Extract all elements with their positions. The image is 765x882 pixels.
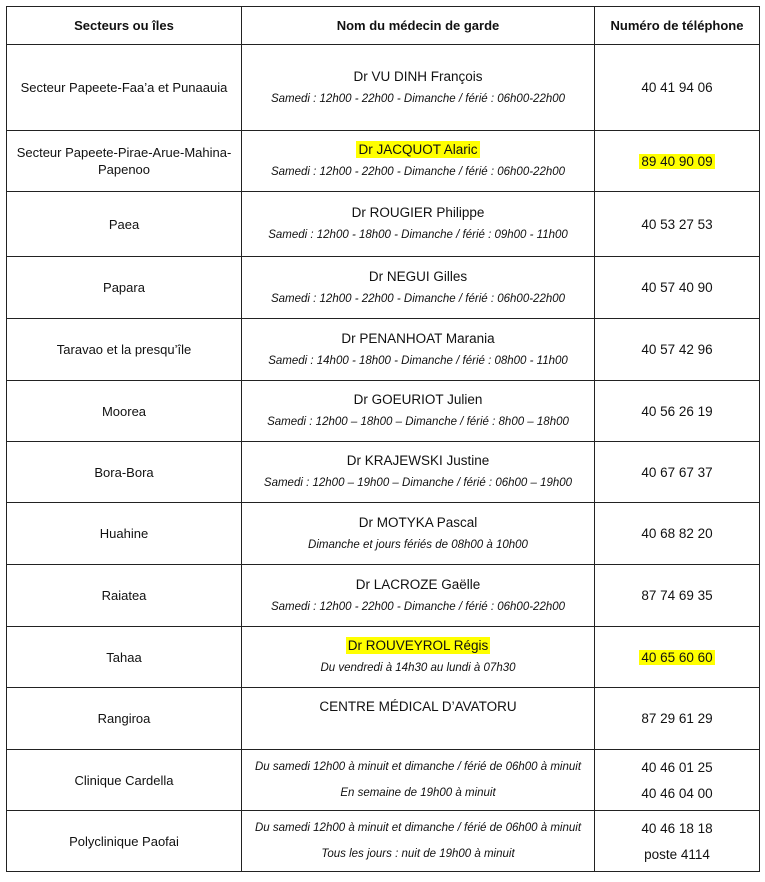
doctor-cell [242, 811, 595, 872]
schedule-line: En semaine de 19h00 à minuit [340, 786, 496, 799]
phone-number: 40 46 04 00 [641, 785, 713, 801]
table-row [7, 811, 760, 872]
doctor-name: Dr KRAJEWSKI Justine [346, 453, 490, 468]
doctor-name: Dr ROUVEYROL Régis [347, 638, 489, 653]
doctor-name: Dr LACROZE Gaëlle [355, 576, 481, 592]
phone-number: 40 46 18 18 [641, 820, 713, 836]
schedule-line: Tous les jours : nuit de 19h00 à minuit [321, 847, 515, 860]
sector-cell: Rangiroa [7, 688, 242, 750]
phone-cell: 40 57 40 90 [595, 257, 760, 319]
table-row [7, 381, 760, 442]
table-row [7, 688, 760, 750]
doctor-cell [242, 442, 595, 503]
phone-cell: 40 56 26 19 [595, 381, 760, 442]
phone-number: 40 65 60 60 [641, 649, 713, 665]
phone-cell [595, 627, 760, 688]
schedule-text: Samedi : 12h00 - 22h00 - Dimanche / férié : 06h00-22h00 [270, 292, 566, 305]
table-row [7, 565, 760, 627]
schedule-line: Du samedi 12h00 à minuit et dimanche / férié de 06h00 à minuit [254, 760, 582, 773]
doctor-name: Dr NEGUI Gilles [368, 268, 468, 284]
schedule-text: Samedi : 12h00 - 22h00 - Dimanche / férié : 06h00-22h00 [270, 600, 566, 613]
sector-cell: Papara [7, 257, 242, 319]
phone-cell [595, 750, 760, 811]
doctor-cell [242, 131, 595, 192]
sector-cell: Raiatea [7, 565, 242, 627]
doctor-cell [242, 503, 595, 565]
table-row [7, 750, 760, 811]
sector-cell: Polyclinique Paofai [7, 811, 242, 872]
phone-cell: 40 68 82 20 [595, 503, 760, 565]
phone-cell: 87 74 69 35 [595, 565, 760, 627]
doctor-cell [242, 381, 595, 442]
sector-cell: Tahaa [7, 627, 242, 688]
schedule-text: Samedi : 12h00 – 18h00 – Dimanche / férié : 8h00 – 18h00 [267, 416, 569, 428]
header-doctor: Nom du médecin de garde [242, 7, 595, 45]
schedule-text: Du vendredi à 14h30 au lundi à 07h30 [320, 662, 516, 674]
schedule-text: Samedi : 12h00 - 22h00 - Dimanche / férié : 06h00-22h00 [270, 166, 566, 178]
doctor-cell [242, 627, 595, 688]
header-sector: Secteurs ou îles [7, 7, 242, 45]
sector-cell: Paea [7, 192, 242, 257]
phone-number: 40 46 01 25 [641, 759, 713, 775]
doctor-cell [242, 45, 595, 131]
doctor-name: Dr PENANHOAT Marania [341, 330, 495, 346]
sector-cell: Moorea [7, 381, 242, 442]
phone-number: 89 40 90 09 [641, 153, 713, 169]
sector-cell: Secteur Papeete-Faa’a et Punaauia [7, 45, 242, 131]
schedule-text: Samedi : 12h00 – 19h00 – Dimanche / férié : 06h00 – 19h00 [263, 477, 573, 489]
sector-cell: Huahine [7, 503, 242, 565]
doctor-name: Dr ROUGIER Philippe [351, 205, 485, 220]
phone-cell: 40 53 27 53 [595, 192, 760, 257]
doctor-cell [242, 257, 595, 319]
doctor-cell [242, 750, 595, 811]
sector-cell: Taravao et la presqu’île [7, 319, 242, 381]
schedule-text: Samedi : 14h00 - 18h00 - Dimanche / férié : 08h00 - 11h00 [268, 354, 568, 367]
phone-cell: 40 57 42 96 [595, 319, 760, 381]
table-row [7, 131, 760, 192]
table-row [7, 442, 760, 503]
doctor-name: CENTRE MÉDICAL D’AVATORU [319, 699, 517, 714]
doctor-cell [242, 565, 595, 627]
sector-cell: Secteur Papeete-Pirae-Arue-Mahina-Papenoo [7, 131, 242, 192]
table-row [7, 45, 760, 131]
table-row [7, 192, 760, 257]
phone-cell: 87 29 61 29 [595, 688, 760, 750]
schedule-line: Du samedi 12h00 à minuit et dimanche / férié de 06h00 à minuit [254, 821, 582, 834]
phone-cell [595, 811, 760, 872]
phone-cell [595, 131, 760, 192]
doctor-cell [242, 688, 595, 750]
doctor-name: Dr VU DINH François [353, 68, 483, 84]
doctor-cell [242, 319, 595, 381]
doctor-name: Dr GOEURIOT Julien [353, 392, 483, 407]
schedule-text: Samedi : 12h00 - 22h00 - Dimanche / férié : 06h00-22h00 [270, 92, 566, 105]
sector-cell: Clinique Cardella [7, 750, 242, 811]
doctor-cell [242, 192, 595, 257]
schedule-text: Dimanche et jours fériés de 08h00 à 10h00 [308, 538, 528, 551]
table-row [7, 503, 760, 565]
phone-cell: 40 41 94 06 [595, 45, 760, 131]
phone-number: poste 4114 [644, 846, 710, 862]
header-phone: Numéro de téléphone [595, 7, 760, 45]
doctor-name: Dr JACQUOT Alaric [358, 142, 478, 157]
on-call-doctors-table [6, 6, 760, 872]
sector-cell: Bora-Bora [7, 442, 242, 503]
schedule-text: Samedi : 12h00 - 18h00 - Dimanche / férié : 09h00 - 11h00 [268, 229, 568, 241]
doctor-name: Dr MOTYKA Pascal [358, 514, 478, 530]
phone-cell: 40 67 67 37 [595, 442, 760, 503]
header-row [7, 7, 760, 45]
table-row [7, 627, 760, 688]
table-row [7, 319, 760, 381]
table-row [7, 257, 760, 319]
